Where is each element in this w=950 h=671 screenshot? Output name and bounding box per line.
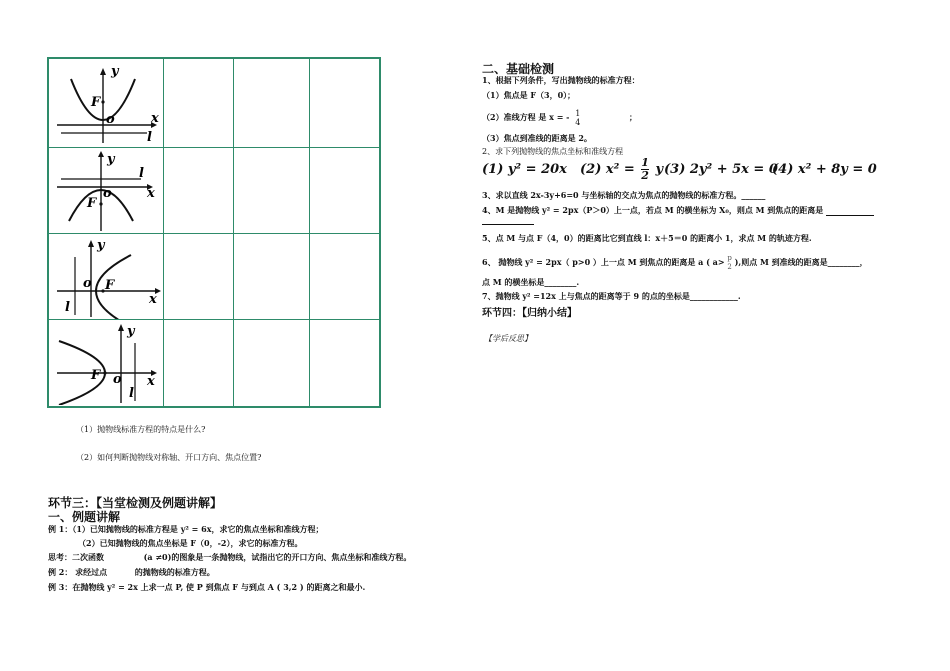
svg-text:x: x [147, 186, 155, 201]
think-question [48, 552, 411, 563]
svg-text:l: l [147, 130, 152, 145]
fraction-one-half [641, 157, 649, 182]
answer-blank [482, 224, 534, 225]
question-6-end: ),则点 M 到准线的距离是________， [734, 257, 868, 267]
section3-subheading: 一、例题讲解 [48, 510, 121, 524]
svg-text:y: y [127, 324, 135, 339]
fraction-numerator: 1 [641, 156, 649, 169]
question-1b [482, 109, 637, 127]
fraction-numerator: p [727, 254, 732, 262]
equation-2 [580, 157, 663, 182]
reflection-heading: 【学后反思】 [484, 334, 532, 343]
question-1b-end: ； [628, 112, 637, 122]
example-2-end: 的抛物线的标准方程。 [134, 567, 215, 577]
question-1: 1、根据下列条件，写出抛物线的标准方程： [482, 75, 640, 85]
fraction-one-quarter [575, 109, 580, 127]
question-4-text: 4、M 是抛物线 y² = 2px（P＞0）上一点，若点 M 的横坐标为 X₀，则点 M 到焦点的距离是 [482, 205, 824, 215]
svg-text:F: F [91, 95, 101, 110]
example-3: 例 3：在抛物线 y² = 2x 上求一点 P, 使 P 到焦点 F 与到点 A ( 3,2 ) 的距离之和最小. [48, 582, 366, 592]
svg-text:l: l [129, 386, 134, 401]
question-1b-text: （2）准线方程 是 x = - [482, 112, 570, 122]
svg-text:o: o [106, 112, 115, 127]
fraction-numerator: 1 [575, 109, 581, 118]
equation-4: (4) x² + 8y = 0 [772, 162, 877, 177]
table-divider [49, 319, 379, 320]
table-divider [49, 233, 379, 234]
question-4 [482, 205, 874, 216]
example-2-start: 例 2： 求经过点 [48, 567, 108, 577]
svg-text:x: x [149, 292, 157, 307]
parabola-table [47, 57, 381, 408]
answer-blank [826, 215, 874, 216]
svg-text:F: F [105, 278, 115, 293]
equation-3: (3) 2y² + 5x = 0 [664, 162, 778, 177]
equation-1: (1) y² = 20x [482, 162, 567, 177]
svg-text:y: y [97, 238, 105, 253]
svg-text:y: y [111, 64, 119, 79]
table-divider [49, 147, 379, 148]
svg-text:x: x [147, 374, 155, 389]
question-6-text: 6、 抛物线 y² = 2px（ p>0 ）上一点 M 到焦点的距离是 a ( a> [482, 257, 725, 267]
svg-text:l: l [65, 300, 70, 315]
grid-question-1: （1）抛物线标准方程的特点是什么? [76, 425, 206, 434]
equation-2-start: (2) x² = [580, 162, 635, 177]
example-1b: （2）已知抛物线的焦点坐标是 F（0，-2），求它的标准方程。 [78, 538, 303, 548]
section3-heading: 环节三：【当堂检测及例题讲解】 [48, 496, 223, 510]
parabola-graph-down [51, 149, 161, 233]
question-6 [482, 254, 868, 272]
grid-question-2: （2）如何判断抛物线对称轴、开口方向、焦点位置? [76, 453, 262, 462]
question-7: 7、抛物线 y² =12x 上与焦点的距离等于 9 的点的坐标是____________. [482, 291, 741, 301]
parabola-graph-up [51, 61, 161, 145]
think-question-start: 思考：二次函数 [48, 552, 104, 562]
svg-text:F: F [91, 368, 101, 383]
fraction-denominator: 4 [575, 118, 581, 127]
example-1a: 例 1：（1）已知抛物线的标准方程是 y² = 6x，求它的焦点坐标和准线方程； [48, 524, 324, 534]
svg-text:o: o [103, 186, 112, 201]
parabola-graph-left [51, 321, 161, 405]
parabola-graph-right [51, 235, 161, 319]
basic-test-title: 二、基础检测 [482, 62, 555, 76]
question-2: 2、求下列抛物线的焦点坐标和准线方程 [482, 147, 624, 156]
question-6b: 点 M 的横坐标是________. [482, 277, 580, 287]
question-3: 3、求以直线 2x-3y+6=0 与坐标轴的交点为焦点的抛物线的标准方程。______ [482, 190, 766, 200]
question-1a: （1）焦点是 F（3，0）； [482, 90, 576, 100]
example-2 [48, 567, 215, 578]
question-5: 5、点 M 与点 F（4，0）的距离比它到直线 l：x＋5＝0 的距离小 1，求点 M 的轨迹方程. [482, 233, 812, 243]
fraction-p-over-2 [727, 254, 731, 272]
section4-heading: 环节四：【归纳小结】 [482, 308, 577, 319]
svg-text:o: o [113, 372, 122, 387]
svg-text:y: y [107, 152, 115, 167]
svg-text:x: x [151, 111, 159, 126]
fraction-denominator: 2 [641, 169, 649, 182]
svg-text:F: F [87, 196, 97, 211]
svg-text:o: o [83, 276, 92, 291]
think-question-end: (a ≠0)的图象是一条抛物线，试指出它的开口方向、焦点坐标和准线方程。 [143, 552, 412, 562]
question-1c: （3）焦点到准线的距离是 2。 [482, 133, 592, 143]
equation-2-end: y [655, 162, 664, 177]
fraction-denominator: 2 [727, 263, 732, 271]
svg-text:l: l [139, 166, 144, 181]
